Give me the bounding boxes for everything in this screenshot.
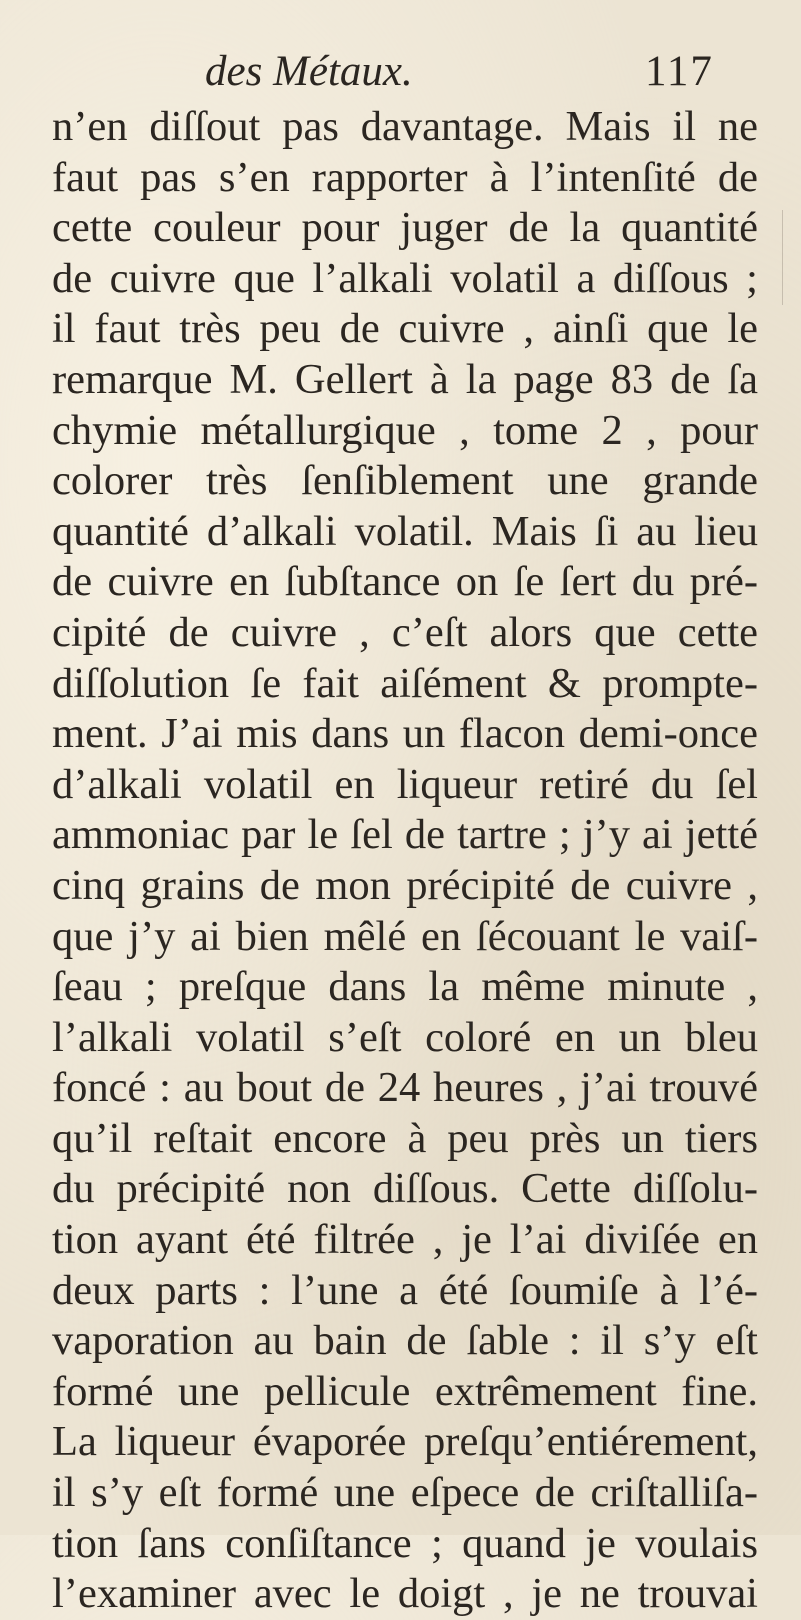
running-head-title: des Métaux. (205, 48, 413, 95)
text-line: chymie métallurgique , tome 2 , pour (52, 406, 758, 454)
text-line: ſeau ; preſque dans la même minute , (52, 963, 758, 1011)
text-line: d’alkali volatil en liqueur retiré du ſel (52, 760, 758, 808)
text-line: du précipité non diſſous. Cette diſſolu- (52, 1165, 758, 1213)
text-line: quantité d’alkali volatil. Mais ſi au lieu (52, 507, 758, 555)
text-line: de cuivre en ſubſtance on ſe ſert du pré- (52, 558, 758, 606)
page-number: 117 (645, 48, 714, 95)
text-line: tion ſans conſiſtance ; quand je voulais (52, 1519, 758, 1567)
text-line: l’alkali volatil s’eſt coloré en un bleu (52, 1013, 758, 1061)
text-line: vaporation au bain de ſable : il s’y eſt (52, 1317, 758, 1365)
running-head (205, 44, 725, 100)
body-text (52, 102, 758, 1620)
text-line: deux parts : l’une a été ſoumiſe à l’é- (52, 1266, 758, 1314)
text-line: il faut très peu de cuivre , ainſi que le (52, 305, 758, 353)
text-line: qu’il reſtait encore à peu près un tiers (52, 1114, 758, 1162)
text-line: que j’y ai bien mêlé en ſécouant le vaiſ- (52, 912, 758, 960)
text-line: diſſolution ſe fait aiſément & prompte- (52, 659, 758, 707)
text-line: remarque M. Gellert à la page 83 de ſa (52, 355, 758, 403)
text-line: il s’y eſt formé une eſpece de criſtalliſa- (52, 1469, 758, 1517)
text-line: cette couleur pour juger de la quantité (52, 204, 758, 252)
text-line: tion ayant été filtrée , je l’ai diviſée en (52, 1216, 758, 1264)
text-line: formé une pellicule extrêmement fine. (52, 1367, 758, 1415)
text-line: de cuivre que l’alkali volatil a diſſous ; (52, 254, 758, 302)
text-line: l’examiner avec le doigt , je ne trouvai (52, 1570, 758, 1618)
text-line: faut pas s’en rapporter à l’intenſité de (52, 153, 758, 201)
text-line: ment. J’ai mis dans un flacon demi-once (52, 710, 758, 758)
page-edge-shadow (782, 210, 801, 305)
text-line: colorer très ſenſiblement une grande (52, 457, 758, 505)
text-line: cinq grains de mon précipité de cuivre , (52, 861, 758, 909)
text-line: cipité de cuivre , c’eſt alors que cette (52, 608, 758, 656)
text-line: n’en diſſout pas davantage. Mais il ne (52, 103, 758, 150)
text-line: La liqueur évaporée preſqu’entiérement, (52, 1418, 758, 1466)
text-line: ammoniac par le ſel de tartre ; j’y ai jetté (52, 811, 758, 859)
text-line: foncé : au bout de 24 heures , j’ai trouvé (52, 1064, 758, 1112)
